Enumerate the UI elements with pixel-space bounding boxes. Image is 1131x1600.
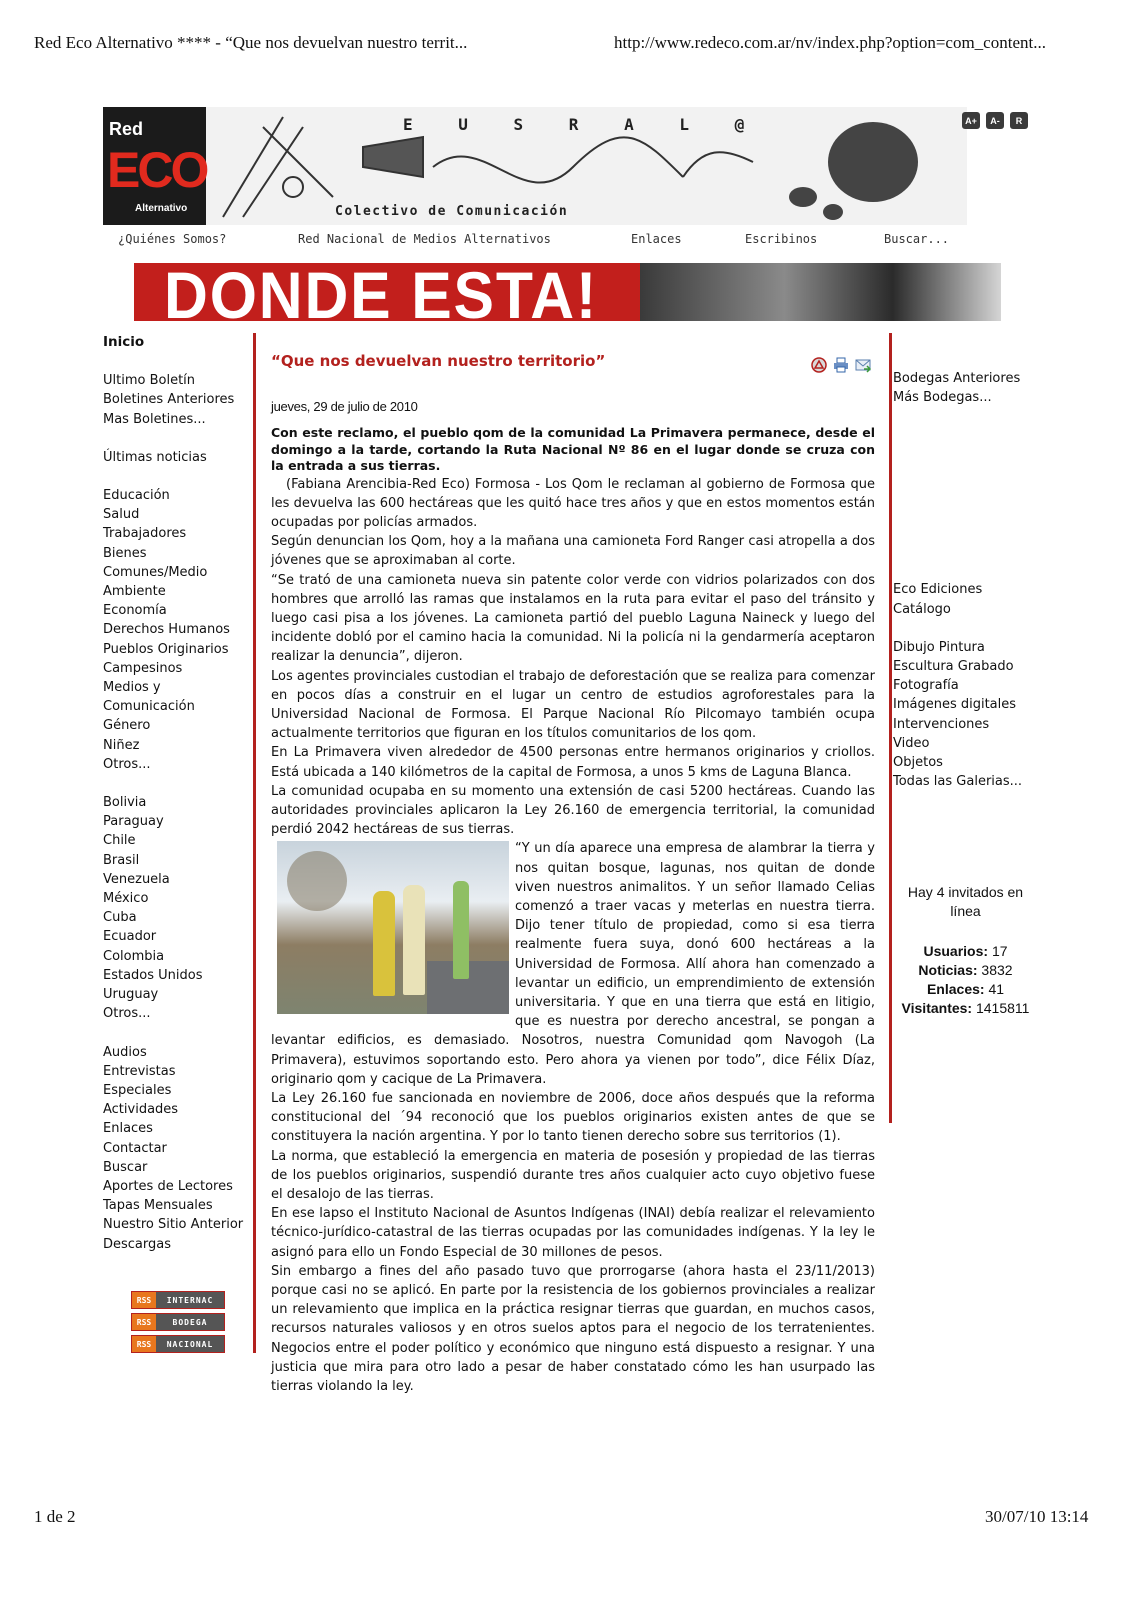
menu-group-ediciones: [893, 580, 1043, 618]
menu-item[interactable]: Actividades: [103, 1102, 179, 1118]
stat-noticias: [893, 961, 1038, 980]
print-icon[interactable]: [833, 357, 849, 373]
menu-item[interactable]: Nuestro Sitio Anterior: [103, 1217, 244, 1233]
menu-item[interactable]: Uruguay: [103, 987, 159, 1003]
campaign-banner[interactable]: [134, 263, 1001, 321]
stat-value: 41: [988, 981, 1005, 997]
guests-online: Hay 4 invitados en línea: [907, 884, 1024, 919]
menu-item[interactable]: Boletines Anteriores: [103, 392, 235, 408]
menu-item[interactable]: Mas Boletines...: [103, 411, 206, 427]
menu-item[interactable]: Escultura Grabado: [893, 659, 1014, 675]
menu-item[interactable]: Catálogo: [893, 601, 951, 617]
menu-group-secciones: [103, 1043, 243, 1254]
article-title[interactable]: “Que nos devuelvan nuestro territorio”: [271, 352, 606, 370]
menu-item[interactable]: Intervenciones: [893, 716, 990, 732]
article-paragraph: “Se trató de una camioneta nueva sin patente color verde con vidrios polarizados con dos hombres que arrolló las ramas que instalamos en la ruta para evitar el paso del tránsito y luego casi pisa a los jóvenes. La camioneta partió del pueblo Laguna Naineck y luego del incidente dobló por el camino hacia la comunidad. Ni la policía ni la gendarmería aceptaron realizar la denuncia”, dijeron.: [271, 572, 875, 665]
menu-item[interactable]: Colombia: [103, 948, 165, 964]
menu-item[interactable]: Bodegas Anteriores: [893, 371, 1021, 386]
menu-item[interactable]: Campesinos: [103, 660, 183, 676]
menu-item[interactable]: Tapas Mensuales: [103, 1198, 213, 1214]
menu-item[interactable]: Salud: [103, 507, 140, 523]
stat-usuarios: [893, 942, 1038, 961]
font-increase-button[interactable]: A+: [962, 112, 980, 129]
nav-red-nacional[interactable]: Red Nacional de Medios Alternativos: [298, 232, 551, 246]
menu-item[interactable]: Eco Ediciones: [893, 582, 983, 598]
article-paragraph: La comunidad ocupaba en su momento una extensión de casi 5200 hectáreas. Cuando las autoridades provinciales aplicaron la Ley 26.160 de emergencia territorial, la comunidad perdió 2042 hectáreas de sus tierras.: [271, 783, 875, 838]
left-menu: [103, 333, 243, 1254]
menu-item[interactable]: Bienes: [103, 545, 147, 561]
article-body: [271, 425, 875, 1396]
menu-item[interactable]: Chile: [103, 833, 136, 849]
menu-item[interactable]: Objetos: [893, 755, 943, 771]
menu-item-inicio[interactable]: Inicio: [103, 334, 145, 350]
menu-item[interactable]: Derechos Humanos: [103, 622, 230, 638]
menu-item[interactable]: Comunes/Medio: [103, 564, 208, 580]
stat-value: 17: [991, 943, 1008, 959]
article-paragraph: La norma, que estableció la emergencia en materia de posesión y propiedad de las tierras de los pueblos originarios, suspendió durante tres años cualquier acto cuyo objetivo fuese el desalojo de las tierras.: [271, 1148, 875, 1203]
rss-label: NACIONAL: [156, 1336, 224, 1352]
stat-value: 3832: [981, 962, 1013, 978]
menu-group-noticias: [103, 448, 243, 467]
campaign-banner-photo: [640, 263, 1001, 321]
stat-label: Usuarios:: [923, 943, 989, 959]
banner-letters: E U S R A L @: [403, 115, 763, 134]
menu-item[interactable]: Ecuador: [103, 929, 157, 945]
article-header: [271, 352, 875, 370]
menu-group-boletines: [103, 371, 243, 429]
logo-alt-text: Alternativo: [135, 203, 188, 214]
menu-item[interactable]: Venezuela: [103, 871, 170, 887]
right-divider: [889, 333, 892, 1123]
menu-item[interactable]: Paraguay: [103, 814, 164, 830]
menu-item[interactable]: Enlaces: [103, 1121, 153, 1137]
rss-nacional-button[interactable]: [131, 1335, 225, 1353]
print-footer-page: 1 de 2: [34, 1507, 76, 1526]
menu-item[interactable]: Trabajadores: [103, 526, 187, 542]
left-divider: [253, 333, 256, 1353]
menu-item[interactable]: Otros...: [103, 1006, 151, 1022]
menu-item[interactable]: Comunicación: [103, 699, 195, 715]
rss-icon: RSS: [132, 1314, 156, 1330]
menu-item[interactable]: Medios y: [103, 680, 161, 696]
menu-item[interactable]: Género: [103, 718, 151, 734]
menu-item[interactable]: Ambiente: [103, 584, 166, 600]
menu-item[interactable]: Últimas noticias: [103, 449, 207, 465]
article-paragraph: La Ley 26.160 fue sancionada en noviembre de 2006, doce años después que la reforma constitucional del ´94 reconoció que los pueblos originarios existen antes de que se constituyera la nación argentina. Y por lo tanto tienen derecho sobre sus territorios (1).: [271, 1091, 875, 1145]
menu-item[interactable]: Educación: [103, 488, 170, 504]
stat-label: Noticias:: [918, 962, 978, 978]
logo-eco-text: ECO: [107, 142, 207, 198]
menu-item[interactable]: Otros...: [103, 756, 151, 772]
nav-buscar[interactable]: Buscar...: [884, 232, 950, 246]
font-size-tools: [962, 112, 1028, 129]
article-lead: Con este reclamo, el pueblo qom de la comunidad La Primavera permanece, desde el domingo a la tarde, cortando la Ruta Nacional Nº 86 en el lugar donde se cruza con la entrada a sus tierras.: [271, 425, 875, 473]
stat-visitantes: [893, 999, 1038, 1018]
stat-label: Enlaces:: [926, 981, 985, 997]
menu-item[interactable]: Dibujo Pintura: [893, 639, 985, 655]
article-actions: [811, 357, 871, 373]
site-stats: [893, 942, 1038, 1018]
article-paragraph: Los agentes provinciales custodian el trabajo de deforestación que se realiza para comenzar en pocos días a construir en el lugar un centro de estudios agroforestales para la Universidad Nacional de Formosa. El Parque Nacional Río Pilcomayo también ocupa actualmente territorios que figuran en los títulos comunitarios de los qom.: [271, 668, 875, 742]
font-reset-button[interactable]: R: [1010, 112, 1028, 129]
stat-enlaces: [893, 980, 1038, 999]
rss-icon: RSS: [132, 1292, 156, 1308]
stat-value: 1415811: [975, 1000, 1030, 1016]
menu-item[interactable]: México: [103, 891, 149, 907]
rss-internac-button[interactable]: [131, 1291, 225, 1309]
menu-group-bodegas: [893, 369, 1043, 407]
menu-item[interactable]: Economía: [103, 603, 167, 619]
article-date: jueves, 29 de julio de 2010: [271, 399, 418, 414]
menu-item[interactable]: Brasil: [103, 852, 140, 868]
menu-item[interactable]: Video: [893, 735, 930, 751]
menu-item[interactable]: Estados Unidos: [103, 967, 203, 983]
menu-item[interactable]: Audios: [103, 1044, 147, 1060]
banner-subtitle: Colectivo de Comunicación: [335, 204, 569, 219]
menu-item[interactable]: Niñez: [103, 737, 140, 753]
menu-item[interactable]: Más Bodegas...: [893, 390, 992, 406]
print-header-title: Red Eco Alternativo **** - “Que nos devuelvan nuestro territ...: [34, 33, 468, 52]
right-menu: [893, 369, 1043, 791]
rss-icon: RSS: [132, 1336, 156, 1352]
menu-item[interactable]: Especiales: [103, 1082, 172, 1098]
article-paragraph: En La Primavera viven alrededor de 4500 personas entre hermanos originarios y criollos. Está ubicada a 140 kilómetros de la capital de Formosa, a unos 5 kms de Laguna Blanca.: [271, 745, 875, 780]
font-decrease-button[interactable]: A-: [986, 112, 1004, 129]
menu-item[interactable]: Fotografía: [893, 678, 959, 694]
menu-item[interactable]: Descargas: [103, 1236, 172, 1252]
nav-escribinos[interactable]: Escribinos: [745, 232, 818, 246]
article-paragraph: “Y un día aparece una empresa de alambrar la tierra y nos quitan bosque, lagunas, nos quitan de donde viven nuestros animalitos. Y un señor llamado Celias comenzó a traer vacas y meterlas en nuestra tierra. Dijo tener título de propiedad, como si esa tierra realmente fuera suya, donó 600 hectáreas a la Universidad de Formosa. Allí ahora han comenzado a levantar un edificio, un emprendimiento de extensión universitaria. Y que en una tierra que está en litigio, que es nuestra por derecho ancestral, se pongan a levantar edificios, es demasiado. Nosotros, nuestra Comunidad qom Navogoh (La Primavera), estuvimos soportando esto. Pero ahora ya vienen por todo”, dice Félix Díaz, originario qom y cacique de La Primavera.: [271, 841, 875, 1087]
article-paragraph: (Fabiana Arencibia-Red Eco) Formosa - Los Qom le reclaman al gobierno de Formosa que les devuelva las 600 hectáreas que les quitó hace tres años y que en estos momentos están ocupadas por policías armados.: [271, 476, 875, 530]
print-header-url: http://www.redeco.com.ar/nv/index.php?option=com_content...: [614, 33, 1046, 52]
menu-item[interactable]: Imágenes digitales: [893, 697, 1017, 713]
menu-group-temas: [103, 486, 243, 774]
campaign-banner-text: DONDE ESTA!: [164, 263, 599, 321]
article-paragraph: Según denuncian los Qom, hoy a la mañana una camioneta Ford Ranger casi atropella a dos jóvenes que se aproximaban al corte.: [271, 534, 875, 569]
rss-label: INTERNAC: [156, 1292, 224, 1308]
menu-item[interactable]: Bolivia: [103, 795, 147, 811]
site-banner[interactable]: [103, 107, 967, 225]
article-paragraph: Sin embargo a fines del año pasado tuvo que prorrogarse (ahora hasta el 23/11/2013) porque casi no se aplicó. En parte por la resistencia de los gobiernos provinciales a realizar un relevamiento que implica en la práctica resignar tierras que guardan, en muchos casos, recursos naturales valiosos y en otros suelos aptos para el negocio de los terratenientes. Negocios entre el poder político y económico que ninguno está dispuesto a resignar. Y una justicia que mira para otro lado a pesar de haber constatado cómo les han usurpado las tierras violando la ley.: [271, 1263, 875, 1395]
rss-bodega-button[interactable]: [131, 1313, 225, 1331]
nav-enlaces[interactable]: Enlaces: [631, 232, 682, 246]
print-footer-datetime: 30/07/10 13:14: [985, 1507, 1089, 1526]
menu-group-galerias: [893, 638, 1043, 792]
menu-item[interactable]: Ultimo Boletín: [103, 373, 196, 389]
menu-item[interactable]: Contactar: [103, 1140, 167, 1156]
menu-item[interactable]: Cuba: [103, 910, 137, 926]
pdf-icon[interactable]: [811, 357, 827, 373]
rss-feeds: [131, 1291, 225, 1357]
article-photo: [277, 841, 509, 1014]
logo-red-text: Red: [109, 119, 144, 139]
menu-item[interactable]: Pueblos Originarios: [103, 641, 229, 657]
menu-item[interactable]: Aportes de Lectores: [103, 1178, 233, 1194]
menu-group-paises: [103, 793, 243, 1023]
email-icon[interactable]: [855, 357, 871, 373]
menu-item[interactable]: Todas las Galerias...: [893, 774, 1023, 790]
nav-quienes-somos[interactable]: ¿Quiénes Somos?: [118, 232, 227, 246]
stat-label: Visitantes:: [901, 1000, 973, 1016]
rss-label: BODEGA: [156, 1314, 224, 1330]
menu-item[interactable]: Buscar: [103, 1159, 148, 1175]
menu-item[interactable]: Entrevistas: [103, 1063, 176, 1079]
article-paragraph: En ese lapso el Instituto Nacional de Asuntos Indígenas (INAI) debía realizar el relevamiento técnico-jurídico-catastral de las tierras ocupadas por las comunidades indígenas. Y la ley le asignó para ello un Fondo Especial de 30 millones de pesos.: [271, 1206, 875, 1260]
